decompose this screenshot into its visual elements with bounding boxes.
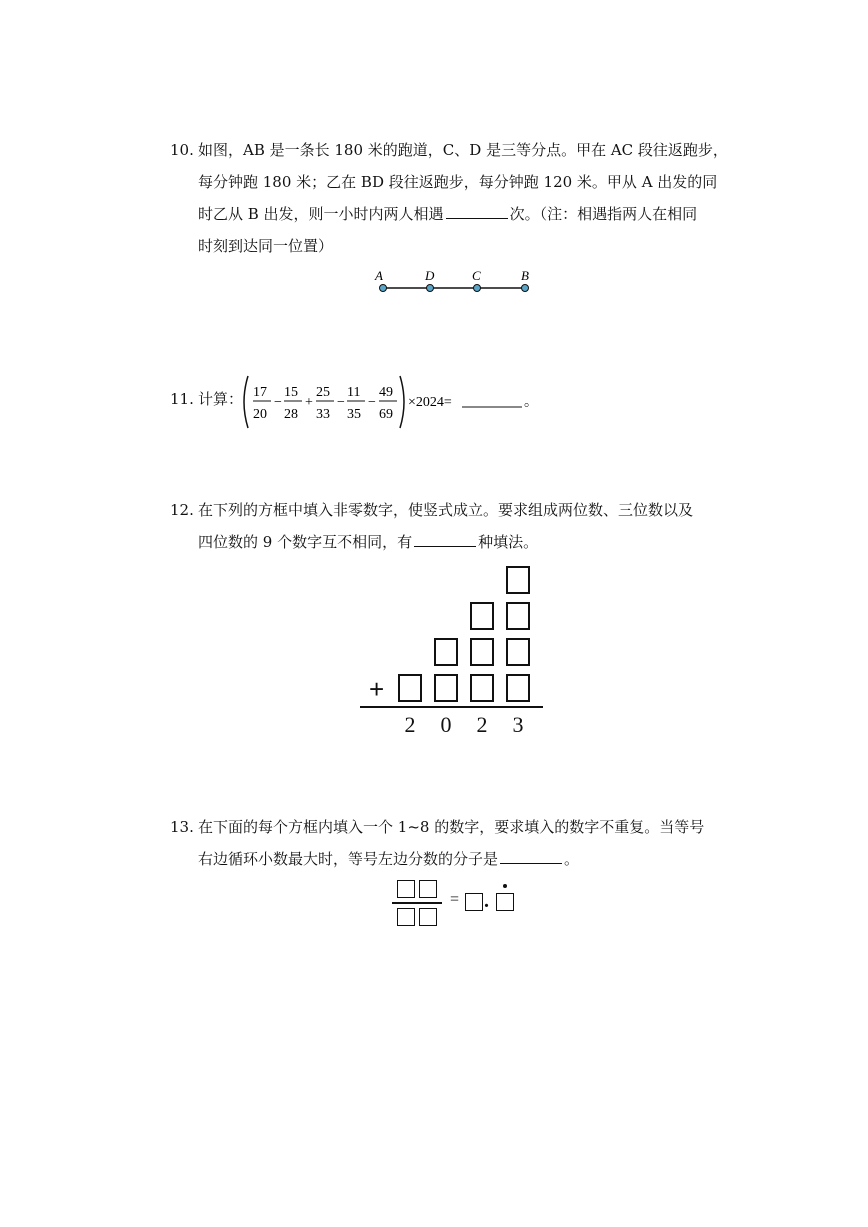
point-a xyxy=(380,285,387,292)
fraction-expression xyxy=(240,372,540,432)
numerator: 11 xyxy=(347,385,361,400)
numerator-box[interactable] xyxy=(419,880,437,898)
point-label: D xyxy=(425,268,435,283)
problem-13 xyxy=(170,811,710,875)
point-c xyxy=(474,285,481,292)
problem-12 xyxy=(170,494,710,558)
problem-number: 10. xyxy=(170,141,194,159)
text-segment: 时乙从 B 出发，则一小时内两人相遇 xyxy=(198,205,444,223)
answer-blank[interactable] xyxy=(446,200,508,219)
period: 。 xyxy=(524,395,538,410)
problem-text-line xyxy=(198,526,710,558)
text-segment: 右边循环小数最大时，等号左边分数的分子是 xyxy=(198,850,499,868)
right-paren xyxy=(400,376,404,428)
numerator-box[interactable] xyxy=(397,880,415,898)
text-segment: 四位数的 9 个数字互不相同，有 xyxy=(198,533,413,551)
sum-digit: 2 xyxy=(476,712,488,737)
denominator: 28 xyxy=(284,407,298,422)
text-segment: 种填法。 xyxy=(478,533,539,551)
equals-sign: = xyxy=(450,891,460,908)
problem-text: 计算： xyxy=(198,390,244,408)
text-segment: 。 xyxy=(564,850,580,868)
operator: − xyxy=(274,395,282,410)
answer-blank[interactable] xyxy=(414,528,476,547)
problem-text-line: 时刻到达同一位置） xyxy=(198,237,334,255)
operator: + xyxy=(305,395,313,410)
point-label: A xyxy=(375,268,383,283)
sum-digit: 2 xyxy=(404,712,416,737)
digit-box[interactable] xyxy=(470,602,494,630)
digit-box[interactable] xyxy=(506,602,530,630)
sum-digit: 0 xyxy=(440,712,452,737)
point-d xyxy=(427,285,434,292)
digit-box[interactable] xyxy=(434,638,458,666)
problem-text-line: 每分钟跑 180 米；乙在 BD 段往返跑步，每分钟跑 120 米。甲从 A 出发的同 xyxy=(198,173,718,191)
decimal-point: . xyxy=(484,890,489,912)
repeating-dot xyxy=(503,884,507,888)
track-diagram xyxy=(365,266,540,298)
text-segment: 次。（注：相遇指两人在相同 xyxy=(509,205,698,223)
problem-text-line xyxy=(198,198,710,230)
digit-box[interactable] xyxy=(470,638,494,666)
denominator-box[interactable] xyxy=(419,908,437,926)
numerator: 15 xyxy=(284,385,298,400)
problem-number: 11. xyxy=(170,390,194,408)
problem-text-line: 在下列的方框中填入非零数字，使竖式成立。要求组成两位数、三位数以及 xyxy=(198,501,694,519)
left-paren xyxy=(244,376,248,428)
digit-box[interactable] xyxy=(506,566,530,594)
denominator: 35 xyxy=(347,407,361,422)
problem-text-line: 在下面的每个方框内填入一个 1~8 的数字，要求填入的数字不重复。当等号 xyxy=(198,818,705,836)
operator: − xyxy=(337,395,345,410)
digit-box[interactable] xyxy=(470,674,494,702)
point-b xyxy=(522,285,529,292)
denominator: 20 xyxy=(253,407,267,422)
multiply-text: ×2024= xyxy=(408,395,452,410)
problem-number: 13. xyxy=(170,818,194,836)
problem-number: 12. xyxy=(170,501,194,519)
denominator: 33 xyxy=(316,407,330,422)
sum-line xyxy=(360,706,543,708)
integer-box[interactable] xyxy=(465,893,483,911)
plus-sign: + xyxy=(369,674,385,704)
sum-digit: 3 xyxy=(512,712,524,737)
digit-box[interactable] xyxy=(398,674,422,702)
numerator: 17 xyxy=(253,385,267,400)
digit-box[interactable] xyxy=(434,674,458,702)
operator: − xyxy=(368,395,376,410)
denominator-box[interactable] xyxy=(397,908,415,926)
point-label: B xyxy=(521,268,529,283)
problem-text-line: 如图，AB 是一条长 180 米的跑道，C、D 是三等分点。甲在 AC 段往返跑步， xyxy=(198,141,728,159)
denominator: 69 xyxy=(379,407,393,422)
problem-text-line xyxy=(198,843,710,875)
repeating-digit-box[interactable] xyxy=(496,893,514,911)
numerator: 49 xyxy=(379,385,393,400)
point-label: C xyxy=(472,268,481,283)
fraction-bar xyxy=(392,902,442,904)
digit-box[interactable] xyxy=(506,674,530,702)
answer-blank[interactable] xyxy=(500,845,562,864)
numerator: 25 xyxy=(316,385,330,400)
digit-box[interactable] xyxy=(506,638,530,666)
problem-10 xyxy=(170,134,728,262)
